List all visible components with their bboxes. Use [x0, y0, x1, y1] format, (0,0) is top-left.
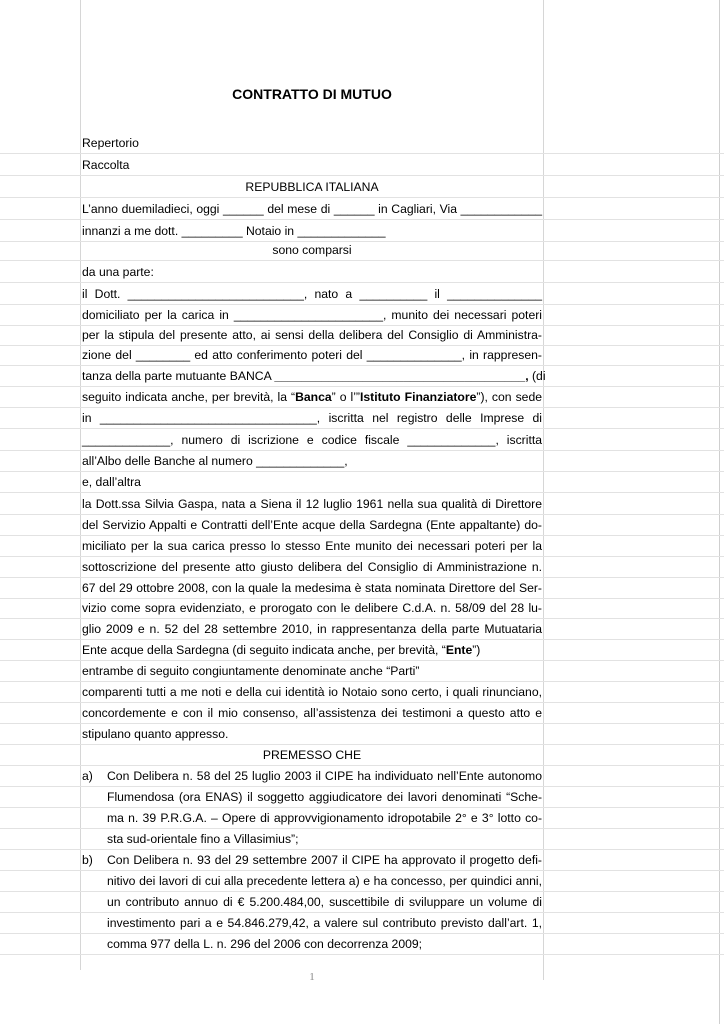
- text-run: concordemente e con il mio consenso, all’assistenza dei testimoni a questo atto e: [82, 706, 542, 720]
- text-run: comma 977 della L. n. 296 del 2006 con decorrenza 2009;: [107, 937, 423, 951]
- text-run: Raccolta: [82, 158, 130, 172]
- text-line: [82, 536, 542, 556]
- document-title: CONTRATTO DI MUTUO: [232, 86, 392, 102]
- text-run: ”), con sede: [476, 390, 543, 404]
- text-run: sottoscrizione del presente atto giusto delibera del Consiglio di Amministrazione n.: [82, 560, 542, 574]
- text-run: tanza della parte mutuante BANCA: [82, 369, 275, 383]
- text-line: [107, 850, 542, 870]
- row-guide: [0, 260, 724, 261]
- text-line: [82, 578, 542, 598]
- text-line: [82, 619, 542, 639]
- text-line: [82, 408, 542, 428]
- text-run: sono comparsi: [272, 243, 352, 257]
- text-run: vizio come sopra evidenziato, e prorogato con le delibere C.d.A. n. 58/09 del 28 lu-: [82, 601, 542, 615]
- text-line: [82, 387, 542, 407]
- text-run: 67 del 29 ottobre 2008, con la quale la medesima è stata nominata Direttore del Ser-: [82, 581, 542, 595]
- page-number: 1: [309, 971, 315, 983]
- text-run: domiciliato per la carica in ______________________, munito dei necessari poteri: [82, 308, 542, 322]
- text-line: [82, 745, 542, 765]
- text-run: PREMESSO CHE: [262, 748, 362, 762]
- row-guide: [0, 492, 724, 493]
- text-run: L’anno duemiladieci, oggi ______ del mese di ______ in Cagliari, Via ____________: [82, 202, 542, 216]
- list-marker: b): [82, 853, 93, 867]
- text-line: [82, 451, 542, 471]
- row-guide: [0, 954, 724, 955]
- bold-text: Istituto Finanziatore: [360, 390, 477, 404]
- text-run: la Dott.ssa Silvia Gaspa, nata a Siena il 12 luglio 1961 nella sua qualità di Direttore: [82, 497, 542, 511]
- text-run: comparenti tutti a me noti e della cui identità io Notaio sono certo, i quali rinunciano,: [82, 685, 542, 699]
- text-run: Flumendosa (ora ENAS) il soggetto aggiudicatore dei lavori denominati “Sche-: [107, 790, 542, 804]
- text-line: [82, 199, 542, 219]
- text-line: [82, 133, 542, 153]
- text-line: [82, 430, 542, 450]
- bold-text: Ente: [445, 643, 473, 657]
- text-line: [82, 598, 542, 618]
- text-line: [107, 892, 542, 912]
- margin-guide-right: [543, 0, 544, 980]
- text-run: ” o l’”: [331, 390, 360, 404]
- text-run: glio 2009 e n. 52 del 28 settembre 2010, in rappresentanza della parte Mutuataria: [82, 622, 542, 636]
- row-guide: [0, 282, 724, 283]
- text-run: (di: [528, 369, 546, 383]
- text-line: [82, 515, 542, 535]
- text-run: Con Delibera n. 93 del 29 settembre 2007 il CIPE ha approvato il progetto defi-: [107, 853, 542, 867]
- text-run: investimento pari a e 54.846.279,42, a valere sul contributo previsto dall’art. 1,: [107, 916, 542, 930]
- text-run: Con Delibera n. 58 del 25 luglio 2003 il CIPE ha individuato nell’Ente autonomo: [107, 769, 542, 783]
- text-line: [82, 284, 542, 304]
- text-line: [82, 472, 542, 492]
- text-run: sta sud-orientale fino a Villasimius”;: [107, 832, 299, 846]
- text-run: zione del ________ ed atto conferimento poteri del ______________, in rappresen-: [82, 348, 542, 362]
- text-line: [82, 305, 542, 325]
- text-run: ”): [472, 643, 481, 657]
- row-guide: [0, 428, 724, 429]
- text-line: [82, 262, 542, 282]
- text-line: [107, 829, 542, 849]
- text-run: per la stipula del presente atto, ai sensi della delibera del Consiglio di Amministra-: [82, 328, 542, 342]
- text-run: all’Albo delle Banche al numero _____________,: [82, 454, 348, 468]
- text-line: [82, 703, 542, 723]
- text-run: ma n. 39 P.R.G.A. – Opere di approvvigionamento idropotabile 2° e 3° lotto co-: [107, 811, 542, 825]
- text-run: REPUBBLICA ITALIANA: [245, 180, 379, 194]
- list-marker: a): [82, 769, 93, 783]
- text-line: [107, 934, 542, 954]
- bold-text: Banca: [295, 390, 332, 404]
- text-line: [82, 345, 542, 365]
- text-line: [82, 640, 542, 660]
- text-line: [107, 766, 542, 786]
- row-guide: [0, 219, 724, 220]
- row-guide: [0, 175, 724, 176]
- text-run: Repertorio: [82, 136, 139, 150]
- text-line: [82, 155, 542, 175]
- text-run: miciliato per la sua carica presso lo stesso Ente munito dei necessari poteri per la: [82, 539, 542, 553]
- text-line: [82, 682, 542, 702]
- text-run: nitivo dei lavori di cui alla precedente lettera a) e ha concesso, per quindici anni,: [107, 874, 542, 888]
- text-line: [82, 177, 542, 197]
- text-line: [82, 366, 546, 386]
- text-line: [107, 871, 542, 891]
- text-line: [82, 661, 542, 681]
- text-run: da una parte:: [82, 265, 154, 279]
- text-line: [107, 913, 542, 933]
- text-line: [82, 240, 542, 260]
- text-run: il Dott. __________________________, nato a __________ il ______________: [82, 287, 542, 301]
- text-run: _____________, numero di iscrizione e codice fiscale _____________, iscritta: [82, 433, 542, 447]
- margin-guide-left: [80, 0, 81, 970]
- text-line: [107, 808, 542, 828]
- row-guide: [0, 197, 724, 198]
- text-line: [82, 724, 542, 744]
- text-run: seguito indicata anche, per brevità, la “: [82, 390, 296, 404]
- text-run: un contributo annuo di € 5.200.484,00, suscettibile di sviluppare un volume di: [107, 895, 542, 909]
- text-line: [82, 221, 542, 241]
- text-run: entrambe di seguito congiuntamente denominate anche “Parti”: [82, 664, 420, 678]
- text-line: [82, 325, 542, 345]
- text-run: stipulano quanto appresso.: [82, 727, 229, 741]
- row-guide: [0, 153, 724, 154]
- text-run: del Servizio Appalti e Contratti dell’Ente acque della Sardegna (Ente appaltante) do-: [82, 518, 542, 532]
- text-line: [82, 494, 542, 514]
- text-run: e, dall’altra: [82, 475, 141, 489]
- text-run: Ente acque della Sardegna (di seguito indicata anche, per brevità, “: [82, 643, 446, 657]
- bold-text: _____________________________________,: [274, 369, 529, 383]
- text-line: [107, 787, 542, 807]
- text-line: [82, 557, 542, 577]
- text-run: innanzi a me dott. _________ Notaio in _____________: [82, 224, 386, 238]
- text-run: in ________________________________, iscritta nel registro delle Imprese di: [82, 411, 542, 425]
